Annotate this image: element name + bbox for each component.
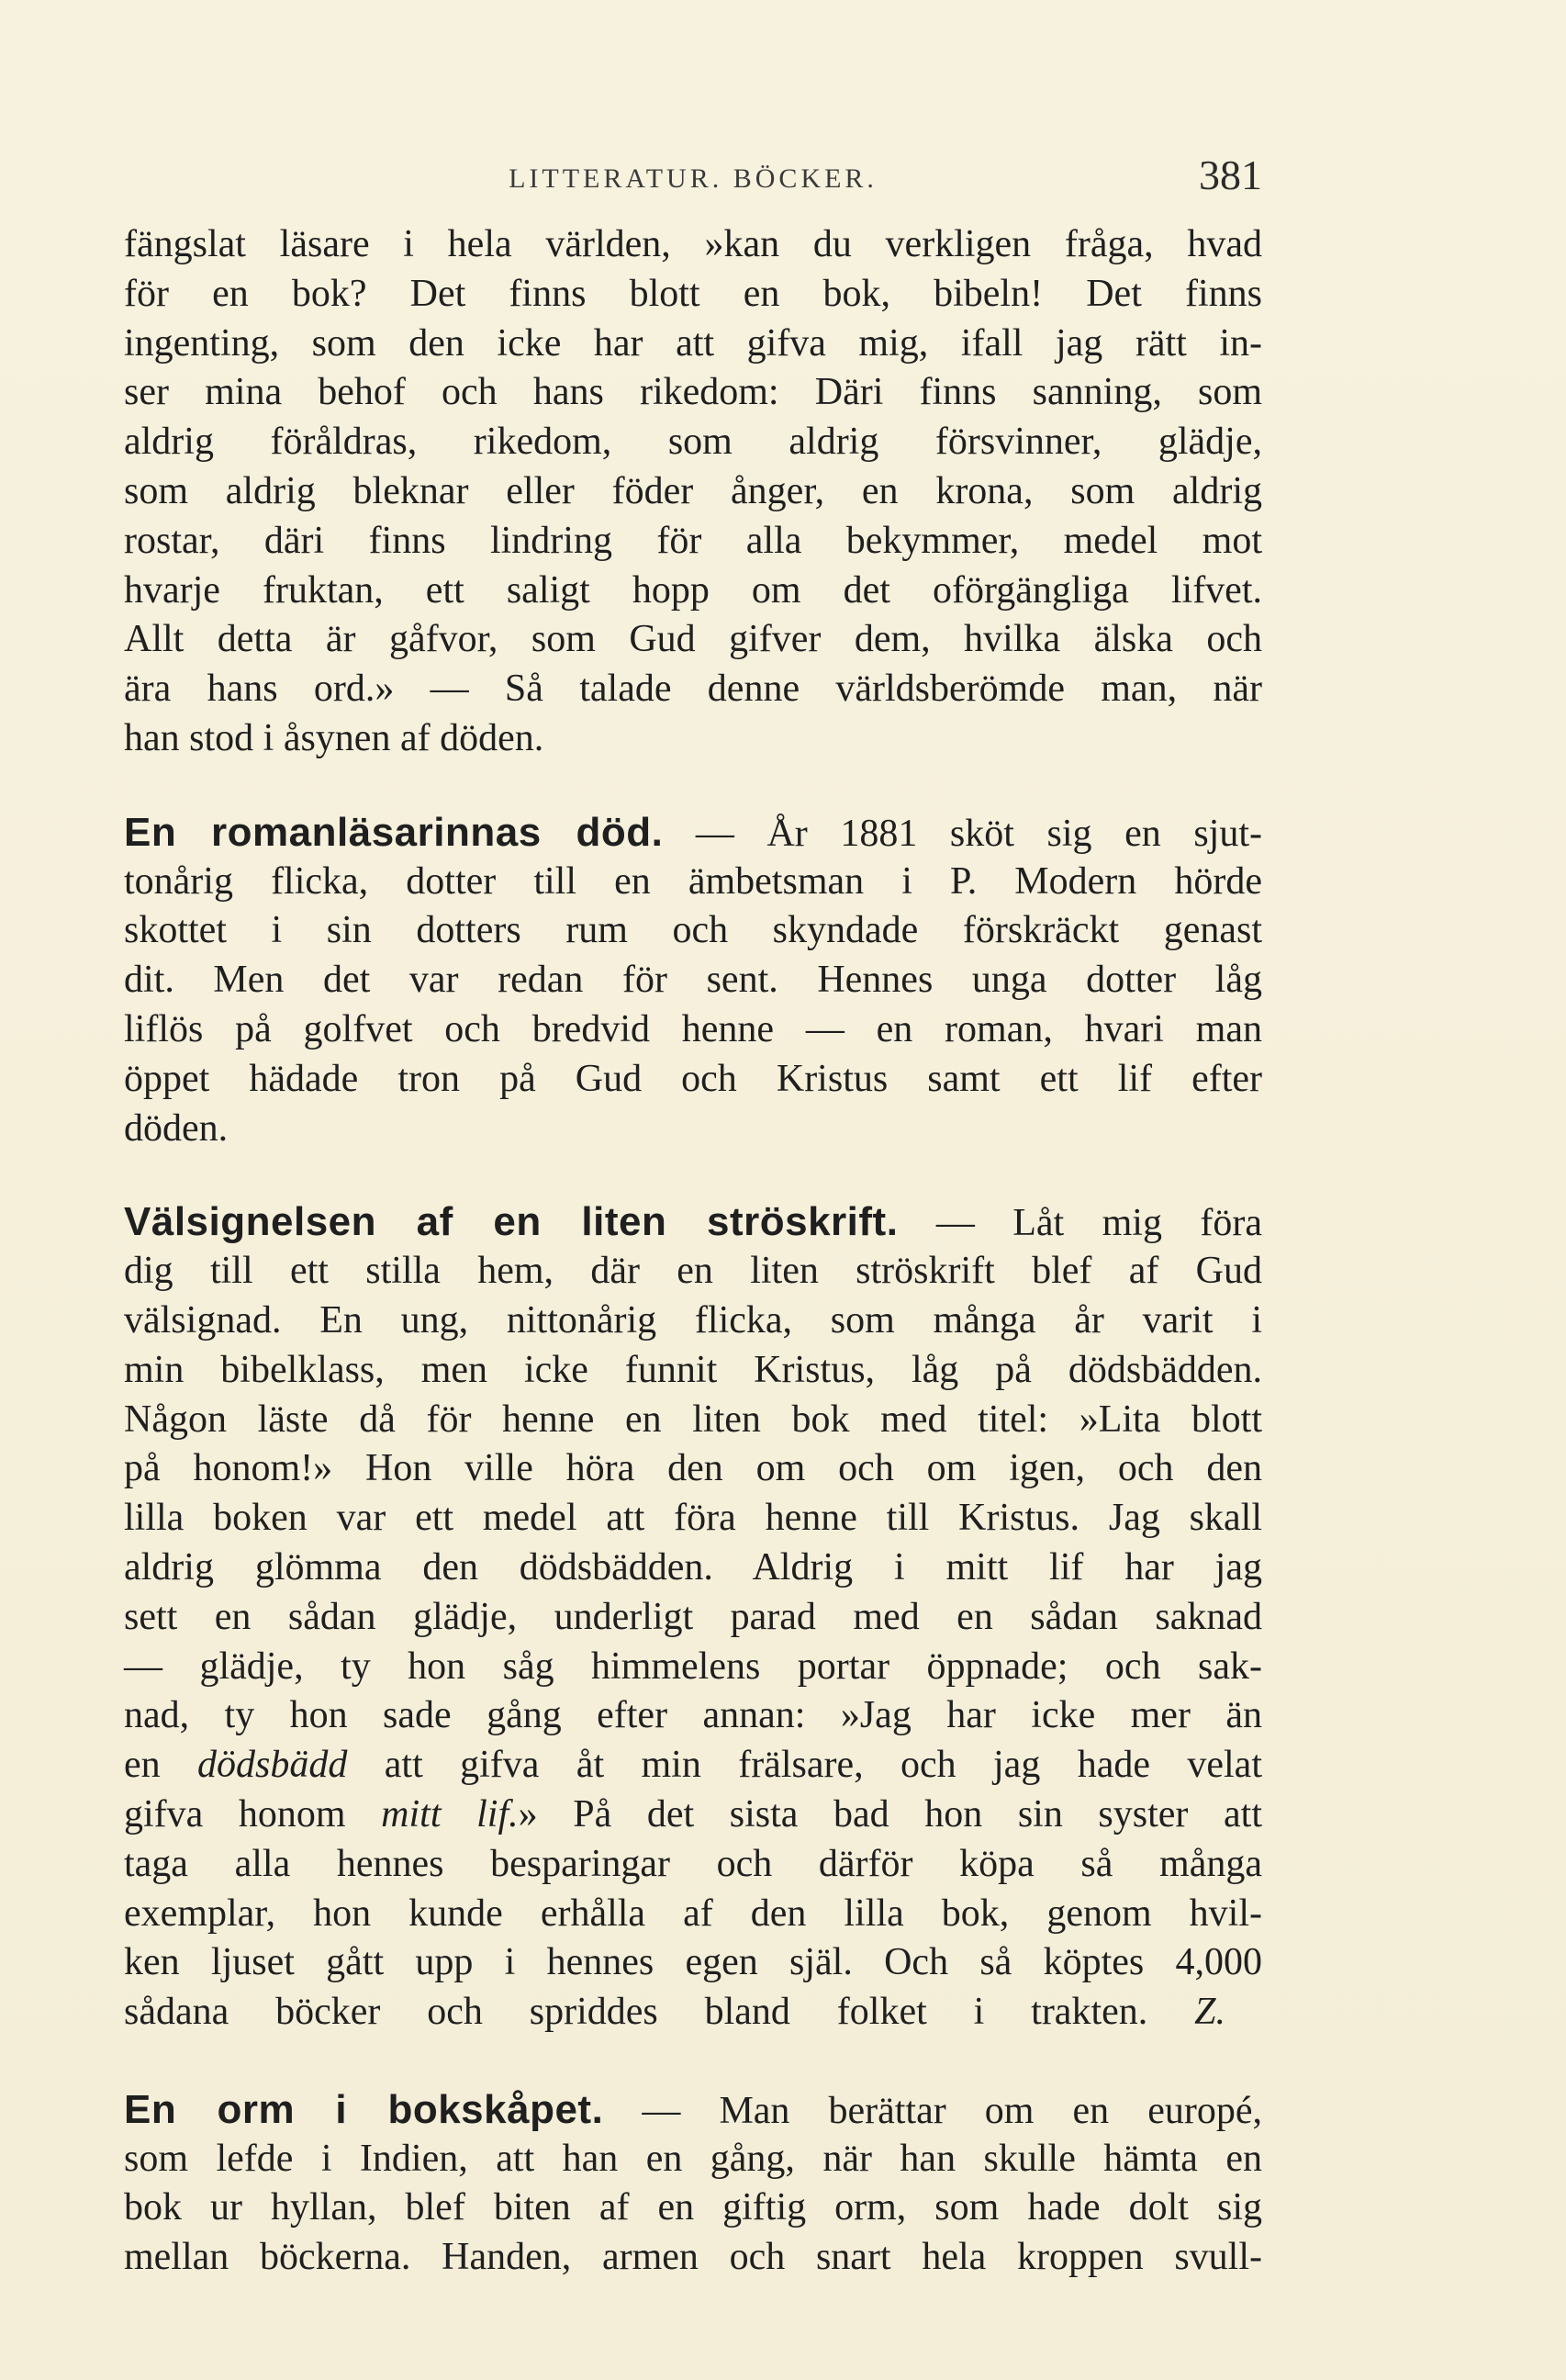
text-line: öppet hädade tron på Gud och Kristus samt ett lif efter (124, 1057, 1262, 1100)
section-heading: En romanläsarinnas död. (124, 809, 664, 855)
text-line: skottet i sin dotters rum och skyndade förskräckt genast (124, 909, 1262, 952)
text-line (124, 808, 1262, 858)
text-line: han stod i åsynen af döden. (124, 716, 544, 759)
paragraph-gap (124, 764, 1262, 808)
paragraph-gap (124, 1153, 1262, 1197)
text-run: sådana böcker och spriddes bland folket i trakten. (124, 1991, 1148, 2034)
text-line: Någon läste då för henne en liten bok med titel: »Lita blott (124, 1398, 1262, 1441)
text-line: som lefde i Indien, att han en gång, när han skulle hämta en (124, 2137, 1262, 2180)
paragraph-romanlasarinna (124, 808, 1262, 1154)
text-run: » På det sista bad hon sin syster att (518, 1792, 1262, 1836)
text-line: döden. (124, 1106, 229, 1150)
body-text (124, 220, 1262, 2283)
text-run: gifva honom (124, 1792, 382, 1836)
paragraph-continuation (124, 220, 1262, 764)
text-line (124, 1197, 1262, 1247)
section-heading: Välsignelsen af en liten ströskrift. (124, 1199, 899, 1245)
text-line: ära hans ord.» — Så talade denne världsberömde man, när (124, 668, 1262, 711)
signature: Z. (1194, 1991, 1225, 2034)
italic-word: dödsbädd (197, 1744, 348, 1787)
paragraph-orm (124, 2085, 1262, 2283)
text-line: dig till ett stilla hem, där en liten ströskrift blef af Gud (124, 1250, 1262, 1293)
text-line (124, 2085, 1262, 2135)
text-line: aldrig glömma den dödsbädden. Aldrig i mitt lif har jag (124, 1545, 1262, 1589)
text-line: rostar, däri finns lindring för alla bekymmer, medel mot (124, 519, 1262, 562)
text-line: för en bok? Det finns blott en bok, bibeln! Det finns (124, 272, 1262, 315)
text-line: på honom!» Hon ville höra den om och om igen, och den (124, 1447, 1262, 1490)
text-line: hvarje fruktan, ett saligt hopp om det oförgängliga lifvet. (124, 568, 1262, 612)
text-line: nad, ty hon sade gång efter annan: »Jag har icke mer än (124, 1694, 1262, 1737)
text-line: fängslat läsare i hela världen, »kan du verkligen fråga, hvad (124, 223, 1262, 265)
paragraph-gap (124, 2038, 1262, 2085)
heading-run-on: — År 1881 sköt sig en sjut- (663, 812, 1262, 855)
text-line: ingenting, som den icke har att gifva mig, ifall jag rätt in- (124, 321, 1262, 365)
text-line: som aldrig bleknar eller föder ånger, en krona, som aldrig (124, 469, 1262, 512)
text-line: liflös på golfvet och bredvid henne — en roman, hvari man (124, 1007, 1262, 1050)
heading-run-on: — Man berättar om en europé, (603, 2089, 1262, 2132)
page-number: 381 (1199, 152, 1262, 198)
text-line: Allt detta är gåfvor, som Gud gifver dem, hvilka älska och (124, 618, 1262, 661)
text-line: sett en sådan glädje, underligt parad med en sådan saknad (124, 1595, 1262, 1638)
text-line (124, 1791, 1262, 1840)
heading-run-on: — Låt mig föra (898, 1202, 1262, 1245)
text-line: bok ur hyllan, blef biten af en giftig orm, som hade dolt sig (124, 2186, 1262, 2229)
text-line: dit. Men det var redan för sent. Hennes unga dotter låg (124, 959, 1262, 1002)
text-line: aldrig föråldras, rikedom, som aldrig försvinner, glädje, (124, 421, 1262, 464)
text-line: ken ljuset gått upp i hennes egen själ. Och så köptes 4,000 (124, 1941, 1262, 1984)
running-head: LITTERATUR. BÖCKER. (509, 163, 878, 194)
text-line: välsignad. En ung, nittonårig flicka, som många år varit i (124, 1298, 1262, 1342)
text-line: min bibelklass, men icke funnit Kristus, låg på dödsbädden. (124, 1348, 1262, 1391)
text-line: ser mina behof och hans rikedom: Däri finns sanning, som (124, 371, 1262, 414)
text-run: en (124, 1744, 198, 1787)
text-line: — glädje, ty hon såg himmelens portar öppnade; och sak- (124, 1645, 1262, 1688)
text-line (124, 1988, 1262, 2038)
text-line: lilla boken var ett medel att föra henne till Kristus. Jag skall (124, 1497, 1262, 1540)
text-run: att gifva åt min frälsare, och jag hade velat (347, 1744, 1262, 1787)
italic-phrase: mitt lif. (381, 1792, 519, 1836)
text-line: mellan böckerna. Handen, armen och snart hela kroppen svull- (124, 2236, 1262, 2279)
section-heading: En orm i bokskåpet. (124, 2086, 604, 2132)
text-line (124, 1741, 1262, 1791)
text-line: tonårig flicka, dotter till en ämbetsman i P. Modern hörde (124, 859, 1262, 903)
text-line: exemplar, hon kunde erhålla af den lilla bok, genom hvil- (124, 1892, 1262, 1935)
paragraph-stroskrift (124, 1197, 1262, 2038)
text-line: taga alla hennes besparingar och därför köpa så många (124, 1842, 1262, 1885)
page-header (124, 147, 1262, 202)
